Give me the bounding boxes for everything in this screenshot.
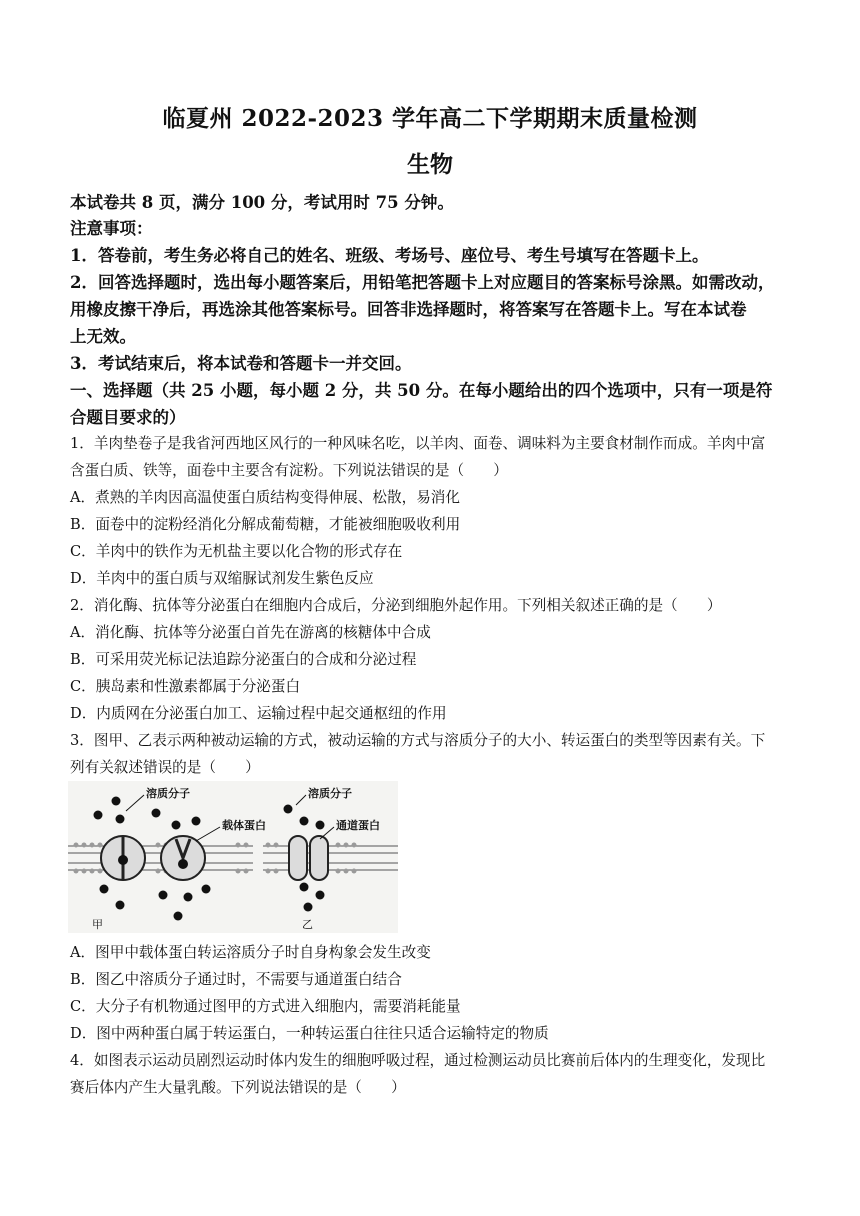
- label-solute-left: 溶质分子: [146, 787, 190, 800]
- q1-option-a: A．煮熟的羊肉因高温使蛋白质结构变得伸展、松散，易消化: [70, 489, 460, 506]
- membrane-transport-figure: [68, 781, 398, 933]
- q4-stem-line-1: 4．如图表示运动员剧烈运动时体内发生的细胞呼吸过程，通过检测运动员比赛前后体内的生理变化，发现比: [70, 1052, 766, 1069]
- q2-option-a: A．消化酶、抗体等分泌蛋白首先在游离的核糖体中合成: [70, 624, 431, 641]
- note-2-line-2: 用橡皮擦干净后，再选涂其他答案标号。回答非选择题时，将答案写在答题卡上。写在本试卷: [70, 300, 747, 319]
- note-3: 3．考试结束后，将本试卷和答题卡一并交回。: [70, 354, 412, 373]
- q3-option-d: D．图中两种蛋白属于转运蛋白，一种转运蛋白往往只适合运输特定的物质: [70, 1025, 549, 1042]
- carrier-protein-2: [161, 836, 205, 880]
- q3-stem-line-2: 列有关叙述错误的是（ ）: [70, 759, 260, 776]
- q4-stem-line-2: 赛后体内产生大量乳酸。下列说法错误的是（ ）: [70, 1079, 406, 1096]
- q1-option-c: C．羊肉中的铁作为无机盐主要以化合物的形式存在: [70, 543, 403, 560]
- q1-option-b: B．面卷中的淀粉经消化分解成葡萄糖，才能被细胞吸收利用: [70, 516, 461, 533]
- q1-option-d: D．羊肉中的蛋白质与双缩脲试剂发生紫色反应: [70, 570, 374, 587]
- q2-option-c: C．胰岛素和性激素都属于分泌蛋白: [70, 678, 301, 695]
- section-heading-line-2: 合题目要求的）: [70, 408, 186, 427]
- q1-stem-line-1: 1．羊肉垫卷子是我省河西地区风行的一种风味名吃，以羊肉、面卷、调味料为主要食材制作而成。羊肉中富: [70, 435, 766, 452]
- q3-option-a: A．图甲中载体蛋白转运溶质分子时自身构象会发生改变: [70, 944, 431, 961]
- label-channel-protein: 通道蛋白: [336, 819, 380, 832]
- q3-option-c: C．大分子有机物通过图甲的方式进入细胞内，需要消耗能量: [70, 998, 461, 1015]
- membrane-transport-diagram: [68, 781, 398, 933]
- label-carrier-protein: 载体蛋白: [222, 819, 266, 832]
- label-figure-jia: 甲: [92, 918, 103, 931]
- subject-title: 生物: [407, 151, 453, 178]
- q2-option-d: D．内质网在分泌蛋白加工、运输过程中起交通枢纽的作用: [70, 705, 447, 722]
- q2-option-b: B．可采用荧光标记法追踪分泌蛋白的合成和分泌过程: [70, 651, 417, 668]
- q3-stem-line-1: 3．图甲、乙表示两种被动运输的方式，被动运输的方式与溶质分子的大小、转运蛋白的类型等因素有关。下: [70, 732, 766, 749]
- note-2-line-1: 2．回答选择题时，选出每小题答案后，用铅笔把答题卡上对应题目的答案标号涂黑。如需改动，: [70, 273, 775, 292]
- label-solute-right: 溶质分子: [308, 787, 352, 800]
- exam-title: 临夏州 2022-2023 学年高二下学期期末质量检测: [162, 105, 698, 132]
- note-1: 1．答卷前，考生务必将自己的姓名、班级、考场号、座位号、考生号填写在答题卡上。: [70, 246, 709, 265]
- note-2-line-3: 上无效。: [70, 327, 136, 346]
- q3-option-b: B．图乙中溶质分子通过时，不需要与通道蛋白结合: [70, 971, 402, 988]
- label-figure-yi: 乙: [302, 918, 313, 931]
- carrier-protein-1: [101, 836, 145, 880]
- q1-stem-line-2: 含蛋白质、铁等，面卷中主要含有淀粉。下列说法错误的是（ ）: [70, 462, 508, 479]
- exam-info: 本试卷共 8 页，满分 100 分，考试用时 75 分钟。: [70, 193, 454, 212]
- section-heading-line-1: 一、选择题（共 25 小题，每小题 2 分，共 50 分。在每小题给出的四个选项中，只有一项是符: [70, 381, 773, 400]
- notes-heading: 注意事项：: [70, 219, 153, 238]
- q2-stem-line-1: 2．消化酶、抗体等分泌蛋白在细胞内合成后，分泌到细胞外起作用。下列相关叙述正确的是（ ）: [70, 597, 722, 614]
